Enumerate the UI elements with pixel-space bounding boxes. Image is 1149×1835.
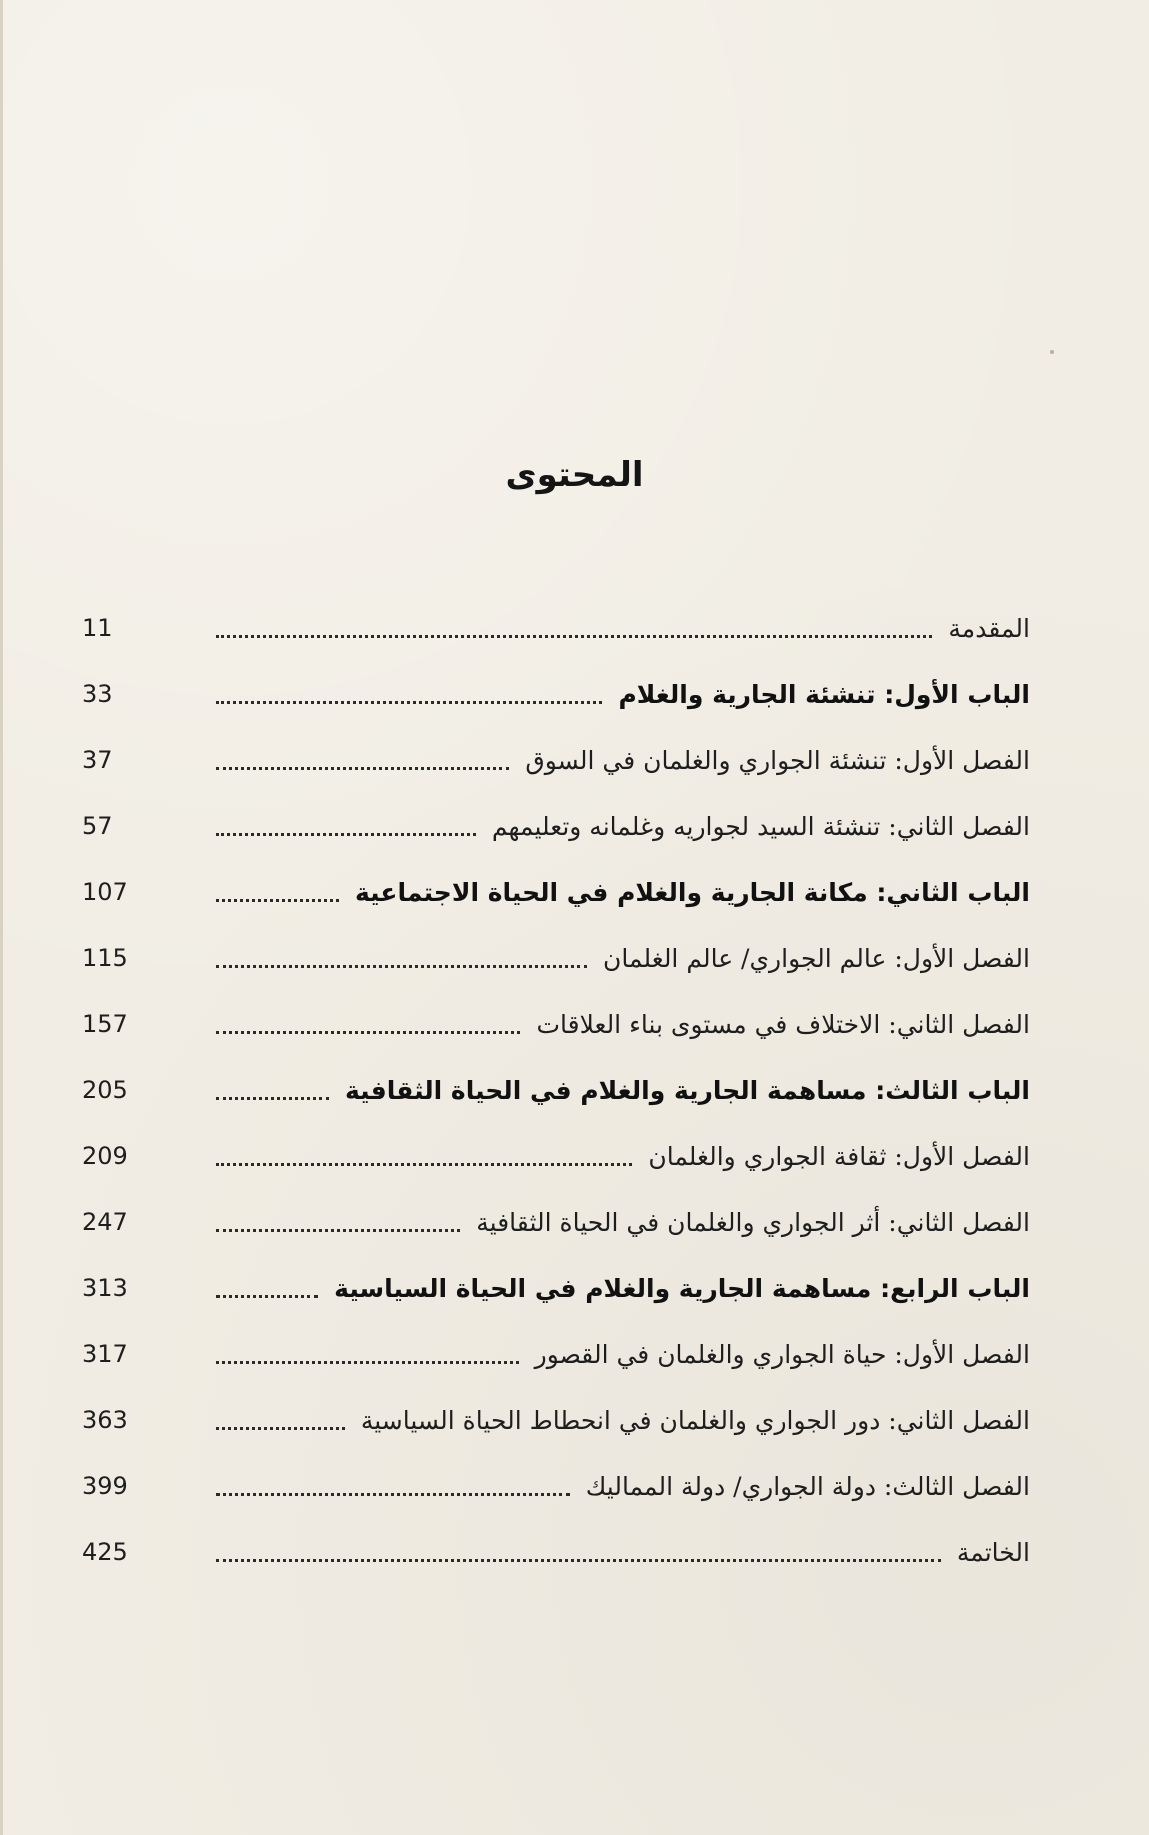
toc-row-part-4-chapter-3 bbox=[80, 1453, 1030, 1519]
toc-entry-label: الباب الثالث: مساهمة الجارية والغلام في الحياة الثقافية bbox=[344, 1075, 1030, 1105]
toc-row-part-3 bbox=[80, 1057, 1030, 1123]
toc-entry-label: الفصل الأول: عالم الجواري/ عالم الغلمان bbox=[603, 943, 1030, 973]
toc-entry-label: الفصل الأول: حياة الجواري والغلمان في القصور bbox=[534, 1339, 1030, 1369]
dot-leader bbox=[216, 1031, 520, 1034]
toc-page-number: 363 bbox=[82, 1406, 128, 1434]
dot-leader bbox=[216, 701, 602, 704]
toc-row-part-4 bbox=[80, 1255, 1030, 1321]
toc-row-introduction bbox=[80, 595, 1030, 661]
dot-leader bbox=[216, 833, 476, 836]
toc-entry-label: الفصل الثاني: تنشئة السيد لجواريه وغلمانه وتعليمهم bbox=[491, 811, 1030, 841]
toc-entry-label: الفصل الثاني: الاختلاف في مستوى بناء العلاقات bbox=[536, 1009, 1030, 1039]
dot-leader bbox=[216, 1559, 941, 1562]
toc-entry-label: الباب الرابع: مساهمة الجارية والغلام في الحياة السياسية bbox=[334, 1273, 1030, 1303]
toc-page-number: 107 bbox=[82, 878, 128, 906]
dot-leader bbox=[216, 1097, 329, 1100]
dot-leader bbox=[216, 1229, 460, 1232]
dot-leader bbox=[216, 767, 509, 770]
dot-leader bbox=[216, 1427, 345, 1430]
toc-row-part-1-chapter-1 bbox=[80, 727, 1030, 793]
toc-page-number: 247 bbox=[82, 1208, 128, 1236]
toc-page-number: 157 bbox=[82, 1010, 128, 1038]
dot-leader bbox=[216, 899, 339, 902]
dot-leader bbox=[216, 635, 932, 638]
toc-page-number: 209 bbox=[82, 1142, 128, 1170]
toc-entry-label: الباب الثاني: مكانة الجارية والغلام في الحياة الاجتماعية bbox=[355, 877, 1030, 907]
toc-row-conclusion bbox=[80, 1519, 1030, 1585]
toc-page-number: 317 bbox=[82, 1340, 128, 1368]
toc-entry-label: الفصل الأول: تنشئة الجواري والغلمان في السوق bbox=[525, 745, 1030, 775]
toc-row-part-2 bbox=[80, 859, 1030, 925]
toc-entry-label: الباب الأول: تنشئة الجارية والغلام bbox=[618, 679, 1030, 709]
toc-row-part-4-chapter-1 bbox=[80, 1321, 1030, 1387]
toc-entry-label: الخاتمة bbox=[956, 1537, 1030, 1567]
toc-page-number: 115 bbox=[82, 944, 128, 972]
toc-entry-label: الفصل الأول: ثقافة الجواري والغلمان bbox=[648, 1141, 1030, 1171]
toc-page-number: 399 bbox=[82, 1472, 128, 1500]
toc-page-number: 37 bbox=[82, 746, 113, 774]
toc-row-part-2-chapter-2 bbox=[80, 991, 1030, 1057]
toc-entry-label: الفصل الثالث: دولة الجواري/ دولة المماليك bbox=[585, 1471, 1030, 1501]
toc-entry-label: الفصل الثاني: أثر الجواري والغلمان في الحياة الثقافية bbox=[476, 1207, 1030, 1237]
toc-page-number: 425 bbox=[82, 1538, 128, 1566]
dot-leader bbox=[216, 1163, 632, 1166]
toc-entry-label: الفصل الثاني: دور الجواري والغلمان في انحطاط الحياة السياسية bbox=[360, 1405, 1030, 1435]
dot-leader bbox=[216, 965, 587, 968]
dot-leader bbox=[216, 1295, 318, 1298]
paper-speck bbox=[1050, 350, 1054, 354]
toc-row-part-1-chapter-2 bbox=[80, 793, 1030, 859]
table-of-contents bbox=[80, 595, 1030, 1585]
toc-page-number: 57 bbox=[82, 812, 113, 840]
toc-page-number: 33 bbox=[82, 680, 113, 708]
toc-row-part-2-chapter-1 bbox=[80, 925, 1030, 991]
dot-leader bbox=[216, 1361, 519, 1364]
page-title: المحتوى bbox=[505, 455, 644, 495]
toc-row-part-4-chapter-2 bbox=[80, 1387, 1030, 1453]
toc-page-number: 313 bbox=[82, 1274, 128, 1302]
toc-entry-label: المقدمة bbox=[948, 613, 1030, 643]
toc-page-number: 205 bbox=[82, 1076, 128, 1104]
toc-page-number: 11 bbox=[82, 614, 113, 642]
dot-leader bbox=[216, 1493, 570, 1496]
page-edge bbox=[0, 0, 3, 1835]
toc-row-part-3-chapter-1 bbox=[80, 1123, 1030, 1189]
toc-row-part-3-chapter-2 bbox=[80, 1189, 1030, 1255]
toc-row-part-1 bbox=[80, 661, 1030, 727]
